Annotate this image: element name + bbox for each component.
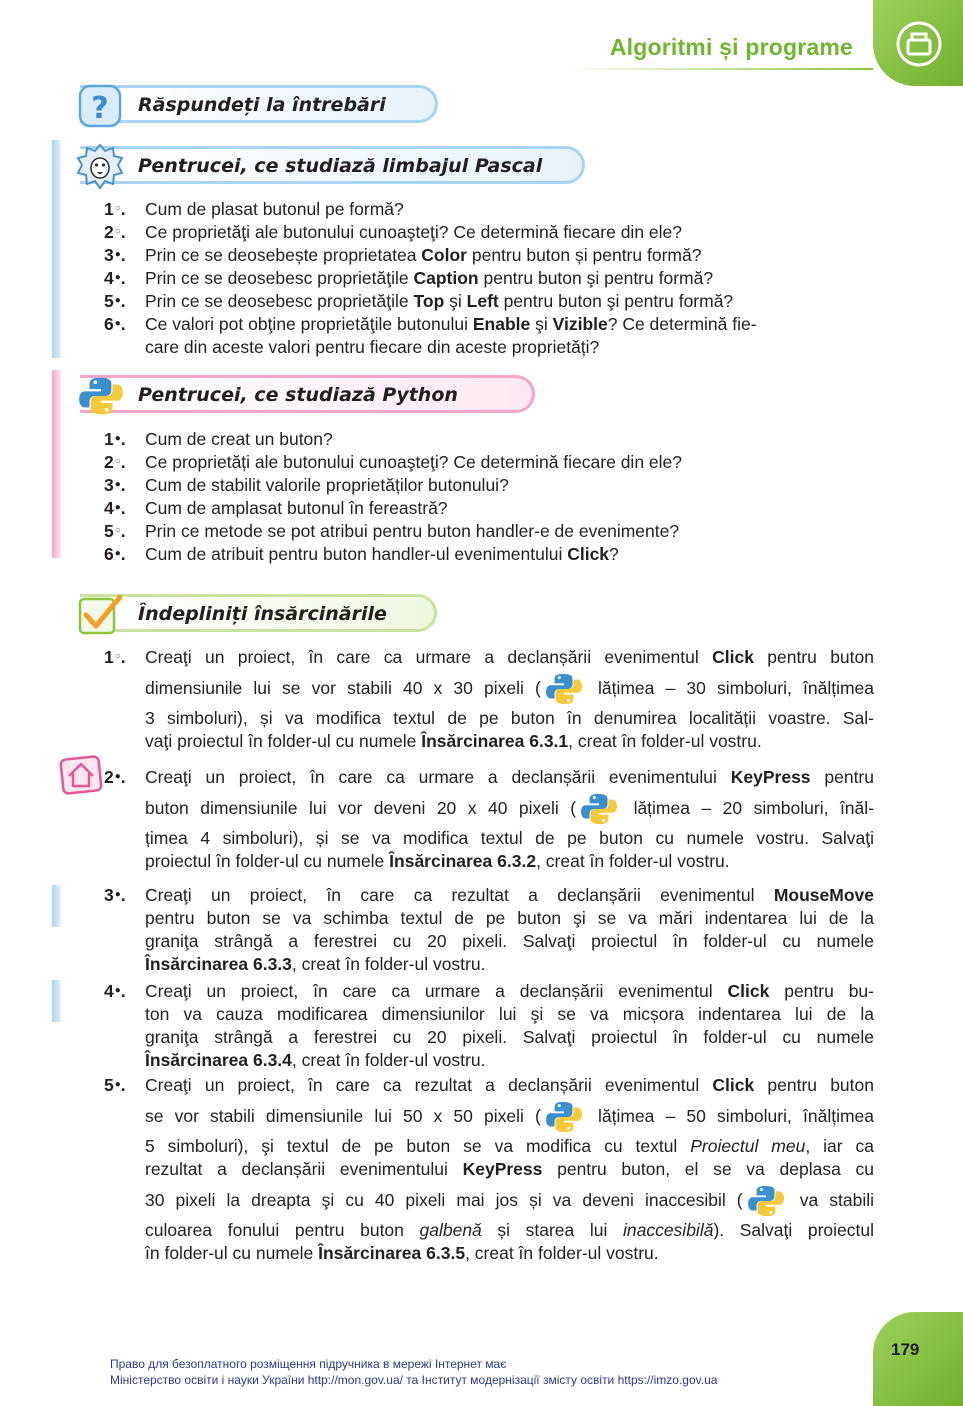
tasks-banner (80, 594, 437, 632)
python-logo-icon (78, 374, 124, 418)
list-item: 4●. Cum de amplasat butonul în fereastră? (104, 498, 448, 518)
pascal-side-bar (52, 140, 61, 358)
header-rule (560, 68, 873, 70)
pascal-title: Pentrucei, ce studiază limbajul Pascal (138, 155, 543, 177)
list-item: 4●. Prin ce se deosebesc proprietăţile Caption pentru buton şi pentru formă? (104, 268, 714, 288)
list-item: 3●. Cum de stabilit valorile proprietăților butonului? (104, 475, 509, 495)
python-logo-icon (580, 792, 618, 826)
task-item-2: 2●. Creaţi un proiect, în care ca urmare a declanșării evenimentului KeyPress pentru buton dimensiunile lui vor deveni 20 x 40 pixeli ( lățimea – 20 simboluri, înăl- țimea 4 simboluri), și se va modifica textul de pe buton cu numele vostru. Salvaţi proiectul în folder-ul cu numele Însărcinarea 6.3.2, creat în folder-ul vostru. (104, 767, 874, 871)
tasks-title: Îndepliniți însărcinările (138, 603, 387, 625)
task-item-5: 5●. Creaţi un proiect, în care ca rezultat a declanșării evenimentul Click pentru buton se vor stabili dimensiunile lui 50 x 50 pixeli ( lățimea – 50 simboluri, înălțimea 5 simboluri), şi textul de pe buton se va modifica cu textul Proiectul meu, iar ca rezultat a declanșării evenimentului KeyPress pentru buton, el se va deplasa cu 30 pixeli la dreapta şi cu 40 pixeli mai jos și va deveni inaccesibil ( va stabili culoarea fonului pentru buton galbenă și starea lui inaccesibilă). Salvaţi proiectul în folder-ul cu numele Însărcinarea 6.3.5, creat în folder-ul vostru. (104, 1075, 874, 1263)
list-item: 3●. Prin ce se deosebește proprietatea Color pentru buton și pentru formă? (104, 245, 702, 265)
python-logo-icon (545, 1100, 583, 1134)
lion-icon (76, 143, 124, 191)
footer-line-1: Право для безоплатного розміщення підручника в мережі Інтернет має (110, 1357, 507, 1371)
list-item: 5○. Prin ce metode se pot atribui pentru buton handler-e de evenimente? (104, 521, 680, 541)
pascal-banner (80, 146, 585, 184)
list-item: 2○. Ce proprietăţi ale butonului cunoaşteţi? Ce determină fiecare din ele? (104, 222, 682, 242)
home-icon (58, 752, 104, 796)
footer (110, 1356, 717, 1388)
list-item: 1○. Cum de plasat butonul pe formă? (104, 199, 404, 219)
chapter-tab (873, 0, 963, 86)
answer-questions-title: Răspundeți la întrebări (138, 94, 386, 116)
task-item-4: 4●. Creaţi un proiect, în care ca urmare a declanșării evenimentul Click pentru bu- ton va cauza modificarea dimensiunilor lui şi se va micșora indentarea lui de la graniţa strângă a ferestrei cu 20 pixeli. Salvaţi proiectul în folder-ul cu numele Însărcinarea 6.3.4, creat în folder-ul vostru. (104, 981, 874, 1070)
checkmark-icon (76, 591, 124, 639)
python-banner (80, 375, 535, 413)
task-item-3: 3●. Creaţi un proiect, în care ca rezultat a declanșării evenimentul MouseMove pentru buton se va schimba textul de pe buton şi se va mări indentarea lui de la graniţa strângă a ferestrei cu 20 pixeli. Salvaţi proiectul în folder-ul cu numele Însărcinarea 6.3.3, creat în folder-ul vostru. (104, 885, 874, 974)
task3-side-bar (52, 885, 61, 927)
list-item: 2○. Ce proprietăți ale butonului cunoaşteţi? Ce determină fiecare din ele? (104, 452, 682, 472)
list-item: 6●. Cum de atribuit pentru buton handler-ul evenimentului Click? (104, 544, 619, 564)
python-question-list (104, 428, 682, 566)
computer-icon (891, 16, 947, 72)
footer-line-2: Міністерство освіти і науки України http://mon.gov.ua/ та Інститут модернізації змісту освіти https://imzo.gov.ua (110, 1373, 718, 1387)
chapter-title: Algoritmi și programe (609, 34, 853, 60)
python-logo-icon (747, 1184, 785, 1218)
list-item-continuation: care din aceste valori pentru fiecare din aceste proprietăți? (145, 337, 600, 357)
python-title: Pentrucei, ce studiază Python (138, 384, 458, 406)
svg-text:?: ? (91, 91, 109, 126)
task4-side-bar (52, 980, 61, 1022)
answer-questions-banner (80, 85, 438, 126)
pascal-question-list (104, 198, 757, 359)
list-item: 5●. Prin ce se deosebesc proprietăţile Top şi Left pentru buton şi pentru formă? (104, 291, 734, 311)
python-logo-icon (545, 672, 583, 706)
page-number: 179 (891, 1340, 920, 1359)
python-side-bar (52, 370, 61, 558)
list-item: 6●. Ce valori pot obţine proprietăţile butonului Enable şi Vizible? Ce determină fie- (104, 314, 757, 334)
question-icon (76, 82, 124, 130)
page-number-tab (873, 1312, 963, 1406)
task-item-1: 1○. Creaţi un proiect, în care ca urmare a declanșării evenimentul Click pentru buton dimensiunile lui se vor stabili 40 x 30 pixeli ( lățimea – 30 simboluri, înălțimea 3 simboluri), și va modifica textul de pe buton în denumirea localității voastre. Sal- vaţi proiectul în folder-ul cu numele Însărcinarea 6.3.1, creat în folder-ul vostru. (104, 647, 874, 751)
list-item: 1●. Cum de creat un buton? (104, 429, 333, 449)
